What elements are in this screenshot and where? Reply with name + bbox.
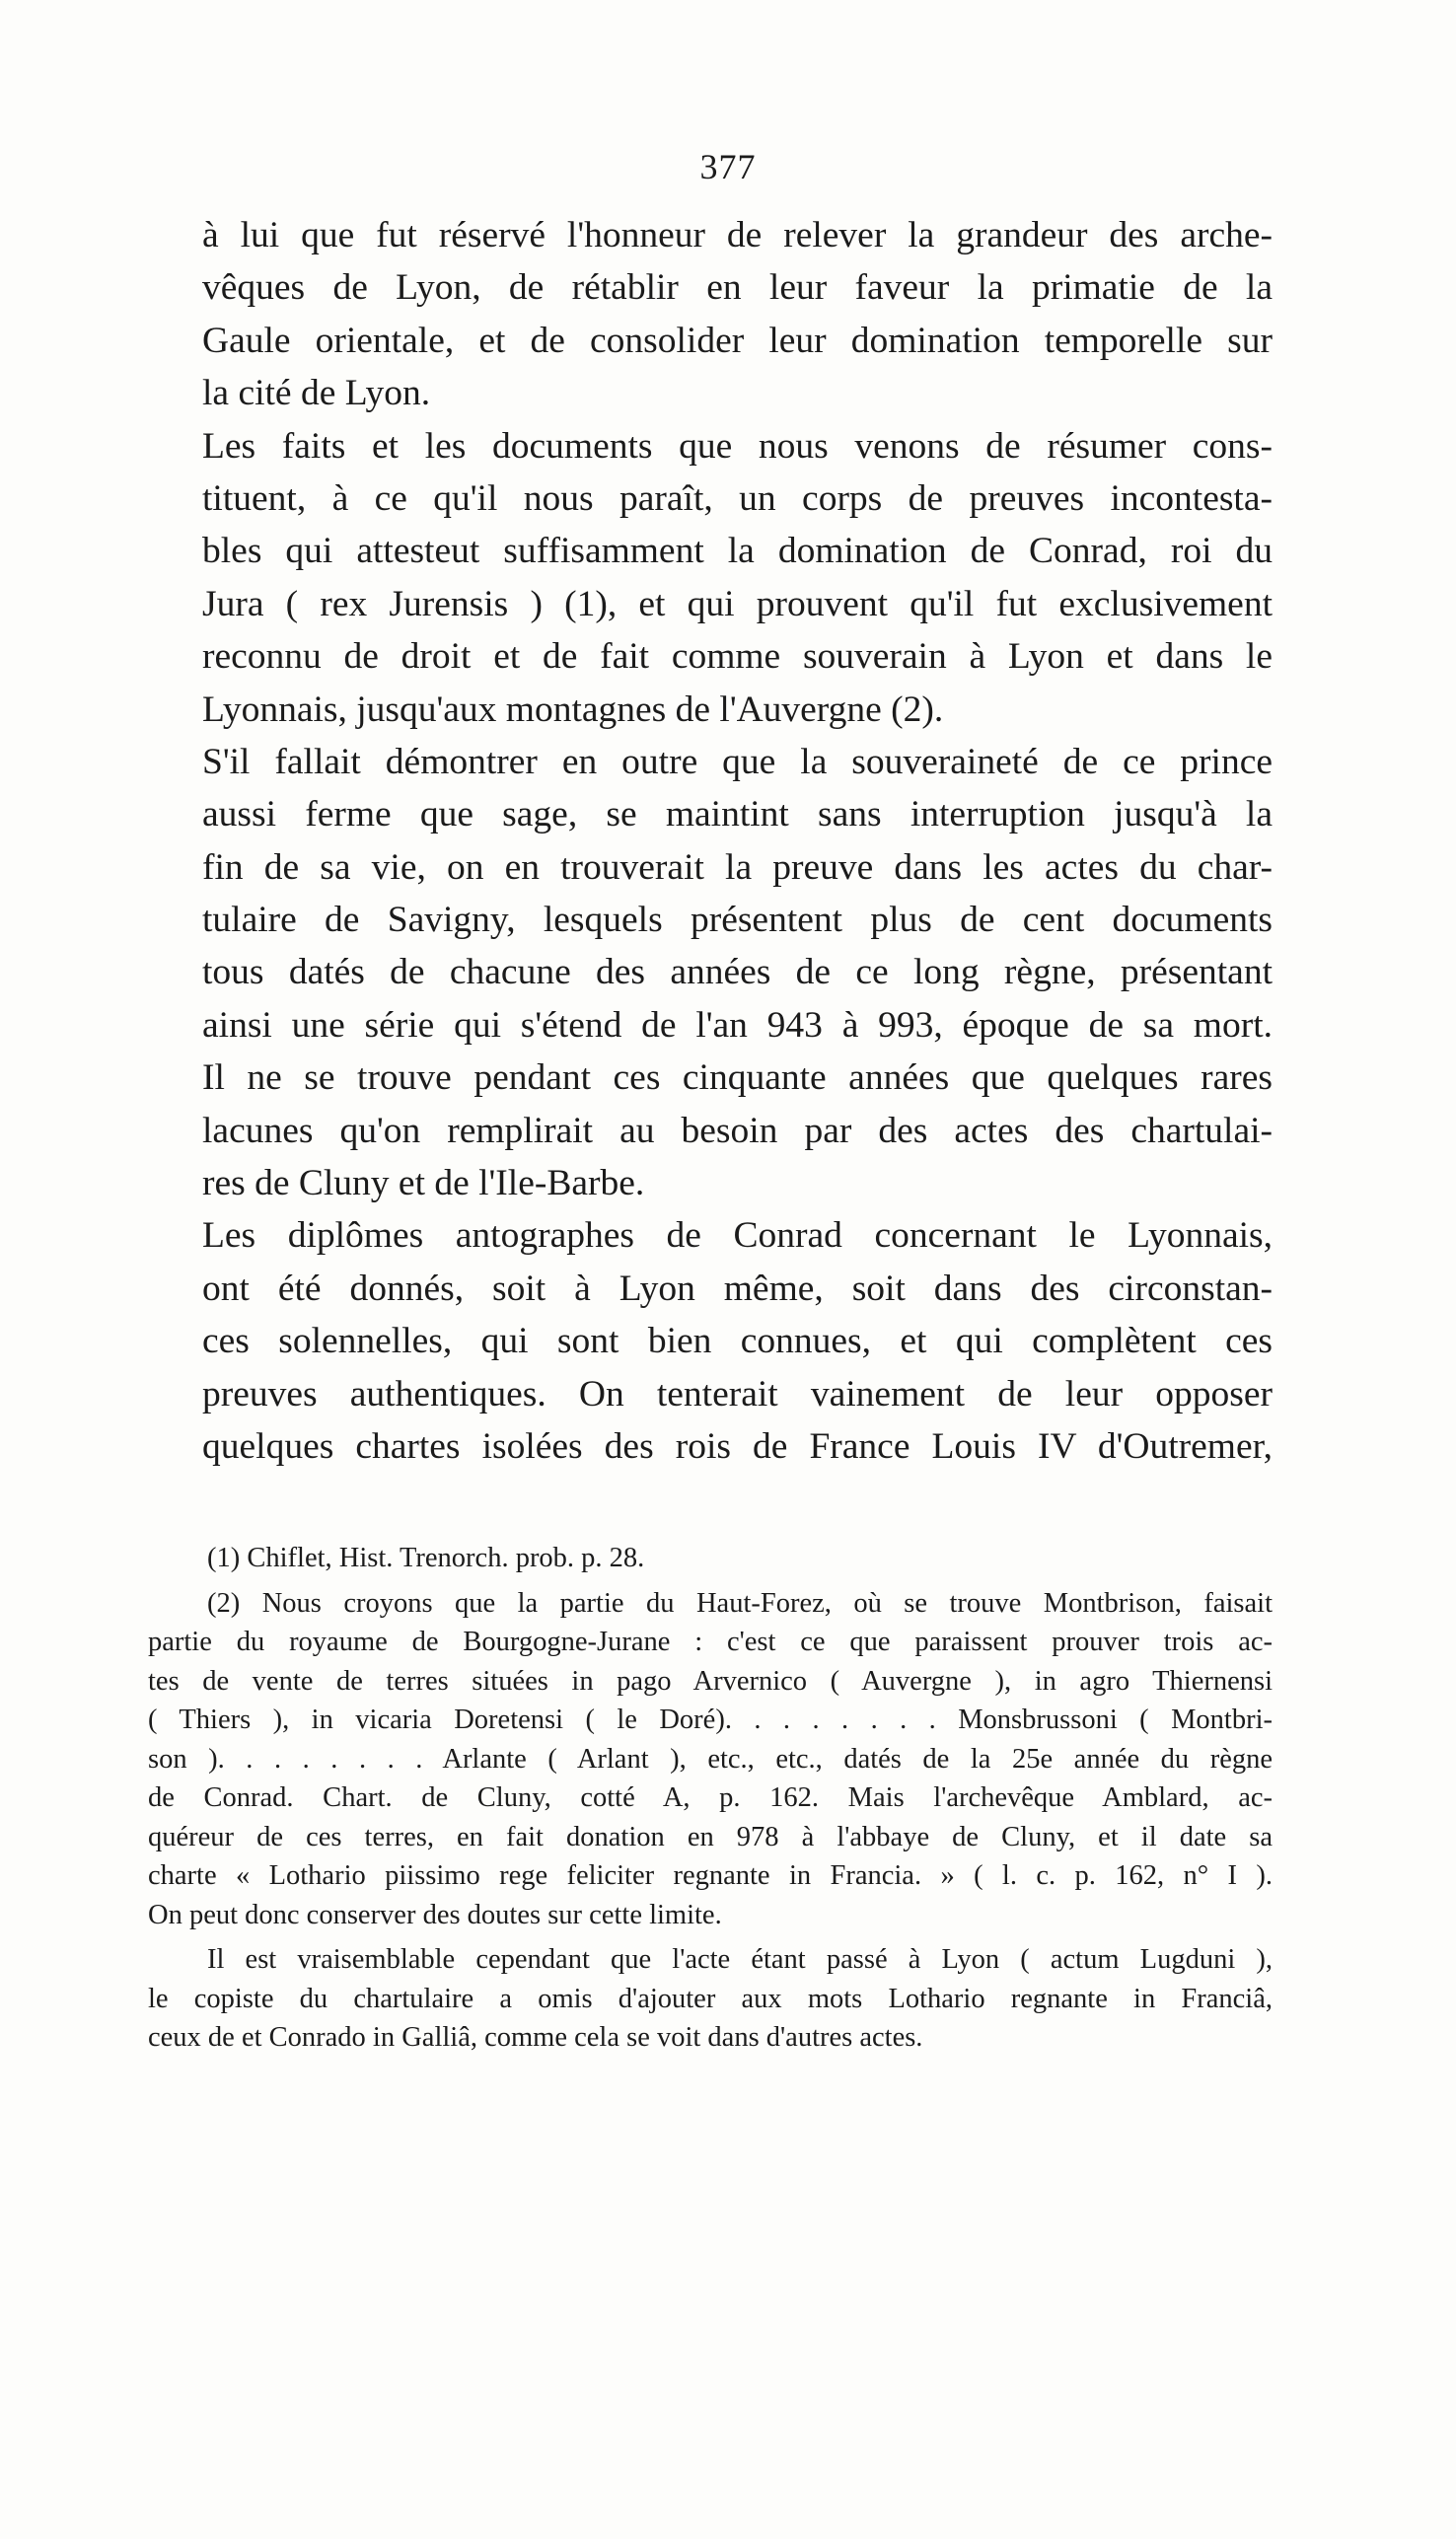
text-line: à lui que fut réservé l'honneur de relever la grandeur des arche-	[202, 215, 1273, 255]
text-line: fin de sa vie, on en trouverait la preuve dans les actes du char-	[202, 846, 1273, 888]
text-line: lacunes qu'on remplirait au besoin par des actes des chartulai-	[202, 1110, 1273, 1151]
footnote-line: charte « Lothario piissimo rege feliciter regnante in Francia. » ( l. c. p. 162, n° I ).	[148, 1860, 1273, 1891]
footnote-line: On peut donc conserver des doutes sur cette limite.	[148, 1899, 722, 1930]
footnote-line: quéreur de ces terres, en fait donation en 978 à l'abbaye de Cluny, et il date sa	[148, 1821, 1273, 1852]
footnote-2-continuation	[148, 1940, 1273, 2058]
paragraph	[202, 420, 1273, 736]
text-line: Il ne se trouve pendant ces cinquante années que quelques rares	[202, 1057, 1273, 1099]
text-line: preuves authentiques. On tenterait vainement de leur opposer	[202, 1373, 1273, 1415]
text-line: Gaule orientale, et de consolider leur domination temporelle sur	[202, 320, 1273, 361]
text-line: tous datés de chacune des années de ce long règne, présentant	[202, 952, 1273, 993]
paragraph	[202, 209, 1273, 420]
paragraph	[202, 736, 1273, 1210]
text-line: vêques de Lyon, de rétablir en leur faveur la primatie de la	[202, 267, 1273, 309]
text-line: ont été donnés, soit à Lyon même, soit dans des circonstan-	[202, 1268, 1273, 1309]
text-line: ces solennelles, qui sont bien connues, et qui complètent ces	[202, 1321, 1273, 1362]
footnote-line: (2) Nous croyons que la partie du Haut-Forez, où se trouve Montbrison, faisait	[207, 1587, 1273, 1619]
paragraph	[202, 1209, 1273, 1473]
text-line: Lyonnais, jusqu'aux montagnes de l'Auvergne (2).	[202, 689, 944, 730]
footnote-line: Il est vraisemblable cependant que l'acte étant passé à Lyon ( actum Lugduni ),	[207, 1944, 1273, 1975]
footnote-line: son ). . . . . . . . Arlante ( Arlant ), etc., etc., datés de la 25e année du règne	[148, 1743, 1273, 1775]
text-line: S'il fallait démontrer en outre que la souveraineté de ce prince	[202, 741, 1273, 782]
footnote-1	[148, 1539, 1273, 1578]
text-line: quelques chartes isolées des rois de France Louis IV d'Outremer,	[202, 1425, 1273, 1467]
text-line: res de Cluny et de l'Ile-Barbe.	[202, 1163, 645, 1204]
text-line: tituent, à ce qu'il nous paraît, un corps de preuves incontesta-	[202, 477, 1273, 519]
page-number: 377	[699, 147, 757, 186]
text-line: Les faits et les documents que nous venons de résumer cons-	[202, 425, 1273, 467]
footnote-line: (1) Chiflet, Hist. Trenorch. prob. p. 28.	[207, 1543, 645, 1573]
text-line: bles qui attesteut suffisamment la domination de Conrad, roi du	[202, 531, 1273, 572]
text-line: tulaire de Savigny, lesquels présentent plus de cent documents	[202, 900, 1273, 941]
footnote-line: ceux de et Conrado in Galliâ, comme cela se voit dans d'autres actes.	[148, 2022, 923, 2053]
footnotes	[148, 1539, 1273, 2058]
footnote-line: de Conrad. Chart. de Cluny, cotté A, p. 162. Mais l'archevêque Amblard, ac-	[148, 1782, 1273, 1813]
footnote-line: le copiste du chartulaire a omis d'ajouter aux mots Lothario regnante in Franciâ,	[148, 1983, 1273, 2014]
main-text	[202, 209, 1273, 1473]
footnote-line: tes de vente de terres situées in pago Arvernico ( Auvergne ), in agro Thiernensi	[148, 1665, 1273, 1697]
text-line: Les diplômes antographes de Conrad concernant le Lyonnais,	[202, 1215, 1273, 1257]
text-line: aussi ferme que sage, se maintint sans interruption jusqu'à la	[202, 794, 1273, 835]
text-line: Jura ( rex Jurensis ) (1), et qui prouvent qu'il fut exclusivement	[202, 583, 1273, 624]
footnote-line: ( Thiers ), in vicaria Doretensi ( le Doré). . . . . . . . Monsbrussoni ( Montbri-	[148, 1705, 1273, 1735]
text-line: la cité de Lyon.	[202, 373, 431, 414]
text-line: reconnu de droit et de fait comme souverain à Lyon et dans le	[202, 636, 1273, 678]
footnote-2	[148, 1584, 1273, 1935]
footnote-line: partie du royaume de Bourgogne-Jurane : c'est ce que paraissent prouver trois ac-	[148, 1627, 1273, 1657]
text-line: ainsi une série qui s'étend de l'an 943 à 993, époque de sa mort.	[202, 1004, 1273, 1046]
